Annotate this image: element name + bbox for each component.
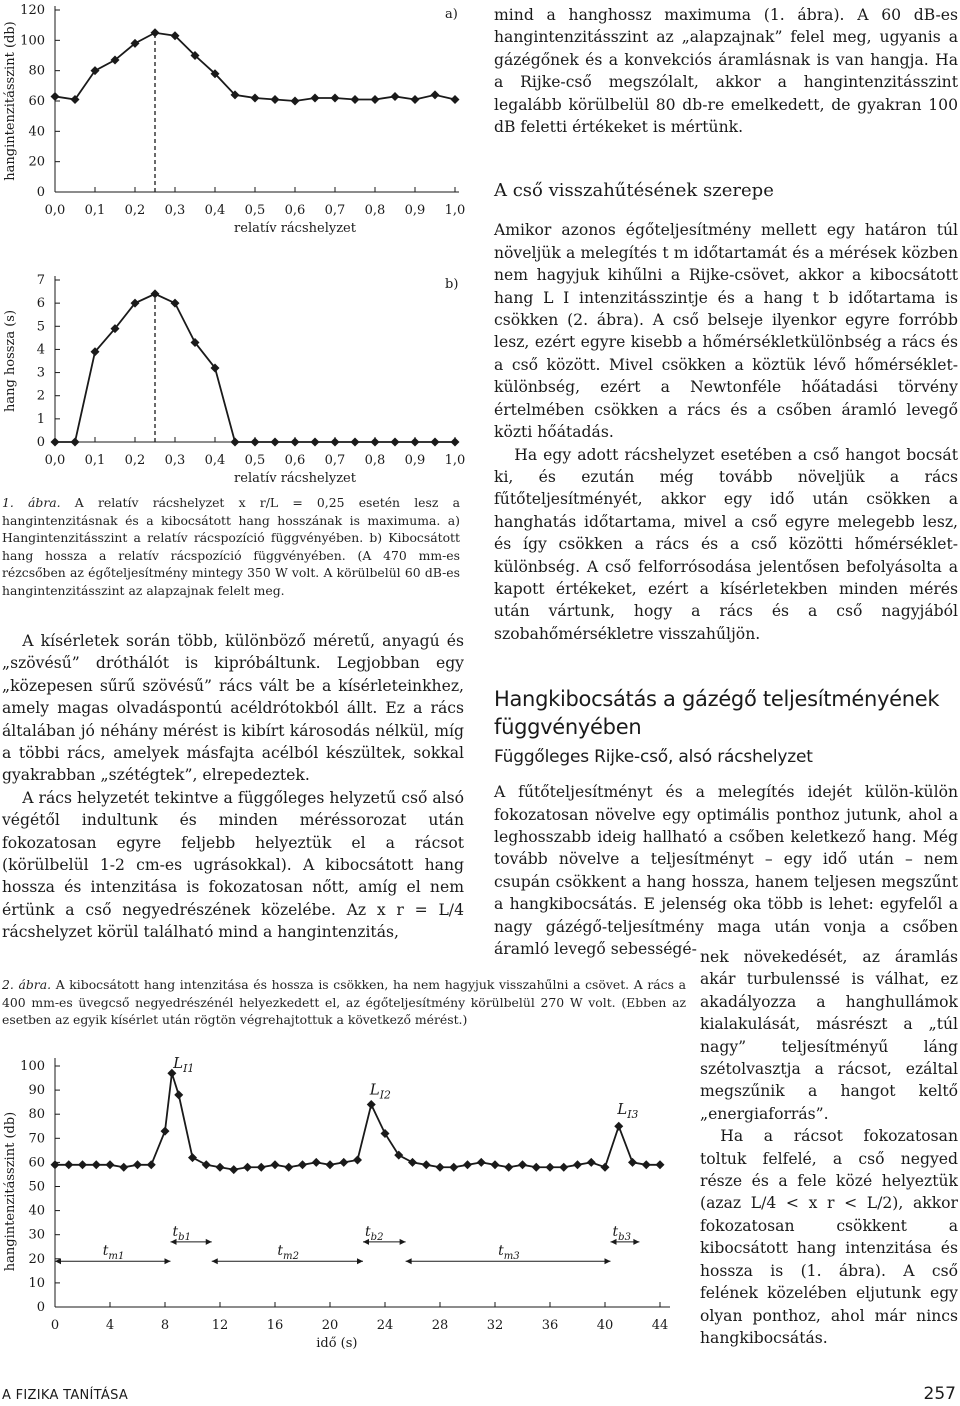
data-point [311, 438, 320, 447]
y-tick-label: 60 [28, 1155, 45, 1171]
x-tick-label: 44 [651, 1318, 669, 1333]
x-tick-label: 0,0 [44, 453, 66, 468]
interval-label-4: $t_{b2}$ [365, 1223, 384, 1243]
left-paragraph-1: A kísérletek során több, különböző méretű, anyagú és „szövésű” dróthálót is kipróbáltunk. Legjobban egy „közepesen sűrű szövésű” rács vált be a kísérleteinkhez, amely magas olvadáspontú acéldrótokból állt. Ez a rács általában jó néhány mérést is kibírt károsodás nélkül, míg a többi rács, amelyek másfajta acélból készültek, sokkal gyakrabban „szétégtek”, elrepedeztek. [2, 632, 464, 785]
data-point [311, 93, 320, 102]
data-point [451, 438, 460, 447]
data-point [171, 299, 180, 308]
x-tick-label: 1,0 [444, 453, 466, 468]
data-point [71, 438, 80, 447]
data-point [371, 95, 380, 104]
figure-2-caption [2, 976, 686, 1029]
y-tick-label: 0 [36, 435, 45, 450]
section-title-cooling: A cső visszahűtésének szerepe [494, 180, 774, 202]
interval-label-3: $t_{m2}$ [277, 1243, 299, 1263]
x-tick-label: 0,9 [404, 453, 426, 468]
y-axis-label: hang hossza (s) [3, 309, 18, 413]
x-tick-label: 0,8 [364, 453, 386, 468]
data-point [151, 28, 160, 37]
data-point [371, 438, 380, 447]
data-point [174, 1090, 183, 1099]
peak-label-3: $L_{I3}$ [617, 1099, 639, 1121]
data-point [546, 1163, 555, 1172]
data-point [353, 1155, 362, 1164]
x-tick-label: 40 [596, 1318, 614, 1333]
y-axis-label: hangintenzitásszint (db) [3, 1111, 18, 1272]
y-tick-label: 20 [28, 154, 45, 170]
series-line [55, 33, 455, 101]
x-tick-label: 8 [160, 1318, 170, 1333]
figure-2-caption-text: A kibocsátott hang intenzitása és hossza is csökken, ha nem hagyjuk visszahűlni a csövet. A rács a 400 mm-es üvegcső negyedrészénél helyezkedett el, az égőteljesítmény körülbelül 270 W volt. (Ebben az esetben az egyik kísérlet után rögtön végrehajtottuk a következő mérést.) [2, 977, 686, 1028]
data-point [518, 1160, 527, 1169]
data-point [271, 1160, 280, 1169]
data-point [119, 1163, 128, 1172]
arrow-head-right [605, 1258, 611, 1264]
data-point [51, 438, 60, 447]
data-point [451, 95, 460, 104]
section-subtitle: Függőleges Rijke-cső, alsó rácshelyzet [494, 747, 813, 768]
data-point [147, 1160, 156, 1169]
data-point [291, 97, 300, 106]
arrow-head-right [633, 1239, 639, 1245]
x-tick-label: 4 [105, 1318, 115, 1333]
x-tick-label: 20 [321, 1318, 339, 1333]
figure-1-caption-text: A relatív rácshelyzet x r/L = 0,25 esetén lesz a hangintenzitásnak és a kibocsátott hang hosszának is maximuma. a) Hangintenzitásszint a relatív rácspozíció függvényében. b) Kibocsátott hang hossza a relatív rácspozíció függvényében. (A 470 mm-es rézcsőben az égőteljesítmény mintegy 350 W volt. A körülbelül 60 dB-es hangintenzitásszint az alapzajnak felelt meg. [2, 495, 460, 598]
peak-label-1: $L_{I1}$ [173, 1054, 195, 1075]
x-tick-label: 0,6 [284, 203, 306, 218]
x-tick-label: 0,1 [84, 203, 106, 218]
data-point [229, 1165, 238, 1174]
data-point [284, 1163, 293, 1172]
figure-2-chart [0, 1030, 690, 1360]
interval-label-5: $t_{m3}$ [498, 1243, 520, 1263]
data-point [51, 92, 60, 101]
y-tick-label: 20 [28, 1251, 45, 1267]
x-tick-label: 0,2 [124, 203, 146, 218]
data-point [339, 1158, 348, 1167]
data-point [291, 438, 300, 447]
interval-label-1: $t_{m1}$ [102, 1243, 125, 1263]
arrow-head-right [165, 1258, 171, 1264]
data-point [394, 1151, 403, 1160]
x-tick-label: 0,3 [164, 203, 186, 218]
interval-label-6: $t_{b3}$ [612, 1223, 632, 1243]
data-point [449, 1163, 458, 1172]
x-tick-label: 24 [376, 1318, 394, 1333]
x-tick-label: 0 [50, 1318, 60, 1333]
data-point [133, 1160, 142, 1169]
x-tick-label: 0,6 [284, 453, 306, 468]
data-point [532, 1163, 541, 1172]
x-tick-label: 0,0 [44, 203, 66, 218]
figure-1b-plot [3, 273, 465, 486]
y-tick-label: 0 [36, 185, 45, 200]
arrow-head-left [212, 1258, 218, 1264]
arrow-head-left [406, 1258, 412, 1264]
data-point [601, 1163, 610, 1172]
right-paragraph-3: A fűtőteljesítményt és a melegítés idejét külön-külön fokozatosan növelve egy optimális ponthoz jutunk, ahol a leghosszabb ideig hallható a csőben keletkező hang. Még tovább növelve a teljesítményt – egy idő után – nem csupán csökkent a hang hossza, hanem teljesen megszűnt a hangkibocsátás. E jelenség oka több is lehet: egyfelől a nagy gázégő-teljesítmény maga után vonja a csőben áramló levegő sebességé- [494, 783, 958, 958]
data-point [331, 438, 340, 447]
y-tick-label: 7 [36, 273, 45, 288]
data-point [202, 1160, 211, 1169]
right-paragraph-4: Ha a rácsot fokozatosan toltuk felfelé, a cső negyed része és a fele közé helyeztük (azaz L/4 < x r < L/2), akkor fokozatosan csökkent a kibocsátott hang intenzitása és hossza is (1. ábra). A cső felének közelében eljutunk egy olyan ponthoz, ahol már nincs hangkibocsátás. [700, 1127, 958, 1347]
data-point [628, 1158, 637, 1167]
y-tick-label: 100 [20, 1059, 45, 1074]
x-tick-label: 0,7 [324, 203, 346, 218]
data-point [573, 1160, 582, 1169]
right-column [494, 4, 958, 960]
data-point [271, 438, 280, 447]
arrow-head-right [400, 1239, 406, 1245]
x-axis-label: relatív rácshelyzet [234, 471, 356, 486]
panel-label: b) [445, 277, 459, 292]
data-point [298, 1160, 307, 1169]
data-point [436, 1163, 445, 1172]
data-point [351, 438, 360, 447]
data-point [477, 1158, 486, 1167]
y-tick-label: 4 [36, 342, 45, 358]
y-tick-label: 6 [36, 296, 45, 312]
data-point [151, 289, 160, 298]
x-tick-label: 0,4 [204, 453, 226, 468]
figure-1-caption-num: 1. ábra. [2, 495, 61, 510]
data-point [64, 1160, 73, 1169]
arrow-head-right [357, 1258, 363, 1264]
data-point [51, 1160, 60, 1169]
x-tick-label: 0,1 [84, 453, 106, 468]
x-tick-label: 0,2 [124, 453, 146, 468]
page-number: 257 [923, 1384, 956, 1404]
data-point [326, 1160, 335, 1169]
y-tick-label: 40 [28, 1203, 45, 1219]
right-paragraph-1: Amikor azonos égőteljesítmény mellett egy határon túl növeljük a melegítés t m időtartamát és a mérések közben nem hagyjuk kihűlni a Rijke-csövet, akkor a kibocsátott hang L I intenzitásszintje és a hang t b időtartama is csökken (2. ábra). A cső belseje ilyenkor egyre forróbb lesz, ezért egyre kisebb a hőmérsékletkülönbség a rács és a cső között. Mivel csökken a köztük lévő hőmérséklet-különbség, ezért a Newtonféle hőátadási törvény értelmében csökken a rács és a csőben áramló levegő közti hőátadás. [494, 221, 958, 442]
y-tick-label: 90 [28, 1083, 45, 1099]
data-point [251, 93, 260, 102]
data-point [411, 438, 420, 447]
data-point [188, 1153, 197, 1162]
arrow-head-right [206, 1239, 212, 1245]
data-point [351, 95, 360, 104]
panel-label: a) [445, 7, 458, 22]
y-tick-label: 70 [28, 1131, 45, 1147]
left-paragraph-2: A rács helyzetét tekintve a függőleges helyzetű cső alsó végétől indultunk és minden méréssorozat után fokozatosan egyre feljebb helyeztük el a rácsot (körülbelül 1-2 cm-es ugrásokkal). A kibocsátott hang hossza és intenzitása is fokozatosan nőtt, amíg el nem értünk a cső negyedrészének közelébe. Az x r = L/4 rácshelyzet körül található mind a hangintenzitás, [2, 788, 464, 942]
y-tick-label: 80 [28, 1107, 45, 1123]
data-point [411, 95, 420, 104]
y-tick-label: 50 [28, 1179, 45, 1195]
data-point [251, 438, 260, 447]
right-paragraph-2: Ha egy adott rácshelyzet esetében a cső hangot bocsát ki, és ezután még tovább növeljük a rács fűtőteljesítményét, akkor egy idő után csökken a hanghatás időtartama, mivel a cső egyre melegebb lesz, és így csökken a rács és a cső közötti hőmérséklet-különbség. A cső felforrósodása jelentősen befolyásolta a kapott értékeket, ezért a kísérletekben minden mérés után vártunk, hogy a rács és a cső nagyjából szobahőmérsékletre visszahűljön. [494, 445, 958, 643]
data-point [431, 90, 440, 99]
data-point [257, 1163, 266, 1172]
x-tick-label: 0,5 [244, 453, 266, 468]
y-tick-label: 100 [20, 33, 45, 49]
x-tick-label: 28 [431, 1318, 449, 1333]
data-point [491, 1160, 500, 1169]
data-point [231, 438, 240, 447]
data-point [381, 1129, 390, 1138]
series-line [55, 1073, 660, 1169]
section-title-burner: Hangkibocsátás a gázégő teljesítményének függvényében [494, 687, 940, 740]
data-point [367, 1100, 376, 1109]
data-point [391, 438, 400, 447]
y-tick-label: 0 [36, 1300, 45, 1315]
x-tick-label: 0,7 [324, 453, 346, 468]
data-point [271, 95, 280, 104]
y-tick-label: 10 [28, 1275, 45, 1291]
figure-1-chart [0, 0, 480, 492]
figure-2-caption-num: 2. ábra. [2, 977, 52, 992]
data-point [243, 1163, 252, 1172]
journal-name: A FIZIKA TANÍTÁSA [2, 1388, 129, 1403]
left-column [2, 630, 464, 944]
right-paragraph-3b: nek növekedését, az áramlás akár turbulenssé is válhat, ez akadályozza a hanghullámok kialakulását, másrészt a „túl nagy” teljesítményű láng szétolvasztja a rácsot, ezáltal megszűnik a hangot keltő „energiaforrás”. [700, 948, 958, 1123]
data-point [312, 1158, 321, 1167]
x-tick-label: 16 [266, 1318, 284, 1333]
data-point [463, 1160, 472, 1169]
x-tick-label: 0,5 [244, 203, 266, 218]
series-line [55, 294, 455, 442]
data-point [331, 93, 340, 102]
data-point [656, 1160, 665, 1169]
figure-1a-plot [3, 3, 465, 236]
y-tick-label: 80 [28, 63, 45, 79]
data-point [408, 1158, 417, 1167]
y-axis-label: hangintenzitásszint (db) [3, 21, 18, 181]
x-tick-label: 0,8 [364, 203, 386, 218]
x-axis-label: relatív rácshelyzet [234, 221, 356, 236]
x-tick-label: 36 [541, 1318, 559, 1333]
data-point [614, 1122, 623, 1131]
data-point [587, 1158, 596, 1167]
right-paragraph-0: mind a hanghossz maximuma (1. ábra). A 60 dB-es hangintenzitásszint az „alapzajnak” felel meg, ugyanis a gázégőnek és a konvekciós áramlásnak is van hangja. Ha a Rijke-cső megszólalt, akkor a hangintenzitásszint legalább körülbelül 80 db-re emelkedett, de gyakran 100 dB feletti értékeket is mértünk. [494, 6, 958, 137]
y-tick-label: 60 [28, 94, 45, 109]
x-tick-label: 0,9 [404, 203, 426, 218]
interval-label-2: $t_{b1}$ [172, 1223, 192, 1243]
figure-2-plot [3, 1054, 670, 1351]
data-point [642, 1160, 651, 1169]
peak-label-2: $L_{I2}$ [369, 1080, 391, 1102]
figure-1-caption [2, 494, 460, 600]
y-tick-label: 120 [20, 3, 45, 18]
data-point [422, 1160, 431, 1169]
x-tick-label: 0,4 [204, 203, 226, 218]
x-tick-label: 32 [486, 1318, 504, 1333]
data-point [216, 1163, 225, 1172]
y-tick-label: 1 [36, 411, 45, 427]
x-axis-label: idő (s) [316, 1336, 358, 1351]
data-point [106, 1160, 115, 1169]
data-point [504, 1163, 513, 1172]
y-tick-label: 40 [28, 124, 45, 140]
data-point [78, 1160, 87, 1169]
data-point [161, 1127, 170, 1136]
y-tick-label: 5 [36, 319, 45, 335]
x-tick-label: 12 [211, 1318, 229, 1333]
x-tick-label: 0,3 [164, 453, 186, 468]
x-tick-label: 1,0 [444, 203, 466, 218]
data-point [559, 1163, 568, 1172]
right-narrow-column [700, 946, 958, 1349]
data-point [391, 92, 400, 101]
data-point [431, 438, 440, 447]
y-tick-label: 2 [36, 388, 45, 404]
y-tick-label: 3 [36, 365, 45, 381]
data-point [92, 1160, 101, 1169]
y-tick-label: 30 [28, 1227, 45, 1243]
